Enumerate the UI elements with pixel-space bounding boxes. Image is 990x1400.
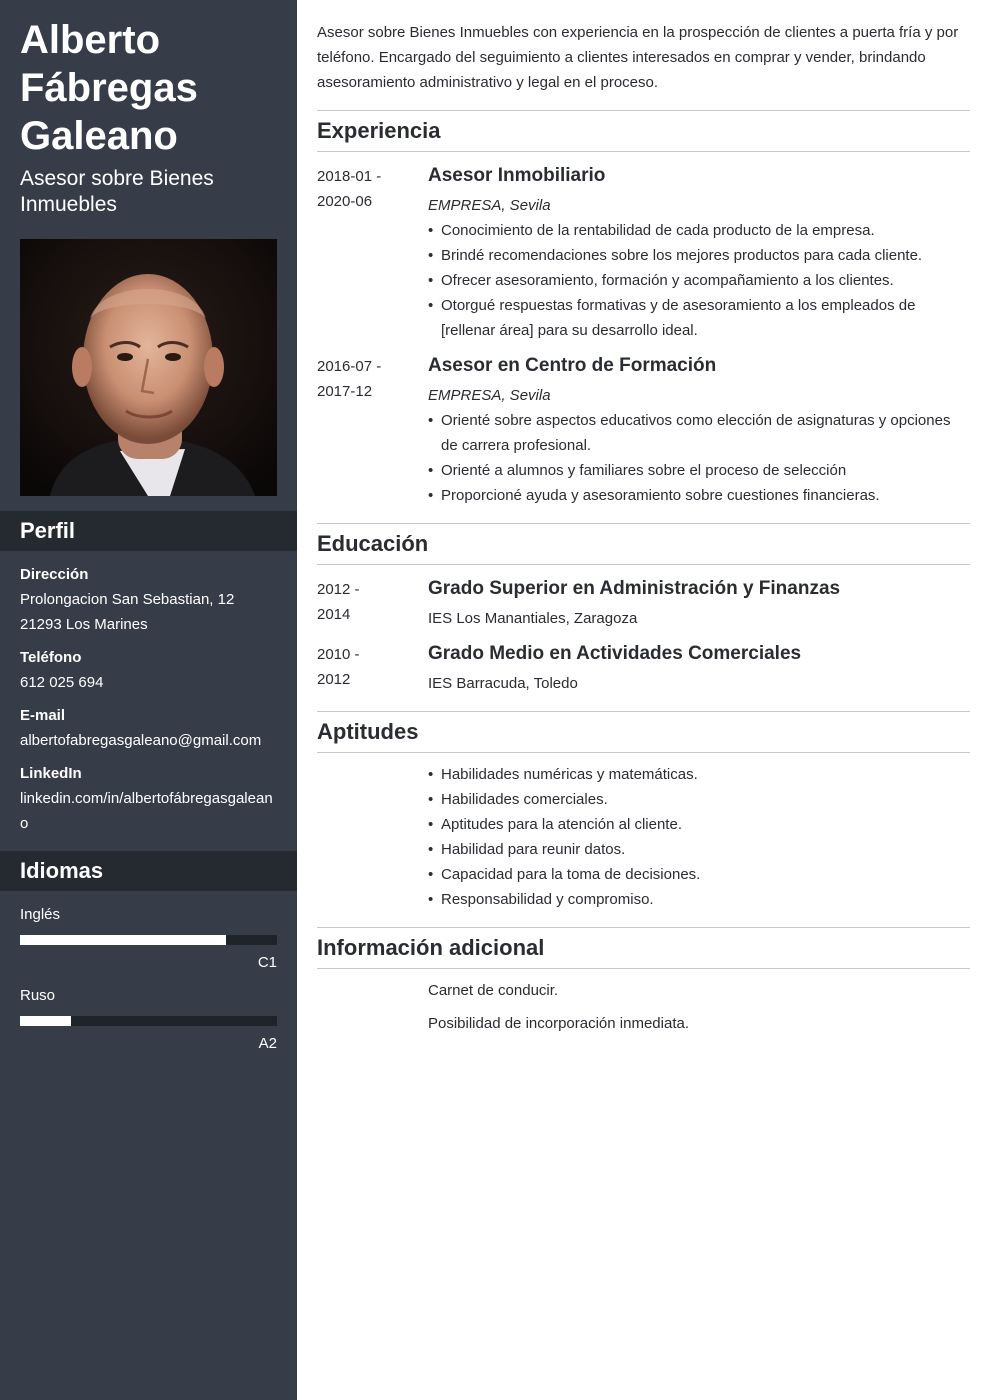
entry-date (317, 577, 417, 627)
profile-photo (20, 239, 277, 496)
language-level-fill (20, 935, 226, 945)
summary-line: teléfono. Encargado del seguimiento a clientes interesados en comprar y vender, brindando (317, 49, 926, 66)
list-item: • Aptitudes para la atención al cliente. (428, 812, 970, 837)
list-item: • Ofrecer asesoramiento, formación y acompañamiento a los clientes. (428, 268, 970, 293)
degree-title: Grado Superior en Administración y Finanzas (428, 578, 841, 599)
job-title: Asesor Inmobiliario (428, 165, 606, 186)
date-start: 2018-01 - (317, 168, 382, 185)
degree-title: Grado Medio en Actividades Comerciales (428, 643, 802, 664)
list-item: • Habilidades comerciales. (428, 787, 970, 812)
role-line: Asesor sobre Bienes (20, 167, 214, 190)
profile-heading: Perfil (0, 511, 297, 551)
company-name: EMPRESA, Sevila (428, 387, 551, 404)
address-line: 21293 Los Marines (20, 616, 148, 633)
list-item: • Orienté sobre aspectos educativos como elección de asignaturas y opciones de carrera profesional. (428, 408, 970, 458)
date-end: 2014 (317, 606, 351, 623)
summary-line: asesoramiento administrativo y legal en el proceso. (317, 74, 659, 91)
experience-heading: Experiencia (317, 110, 970, 152)
company-name: EMPRESA, Sevila (428, 197, 551, 214)
sidebar (0, 0, 297, 1400)
list-item: • Habilidades numéricas y matemáticas. (428, 762, 970, 787)
linkedin-line: o (20, 815, 29, 832)
candidate-name (20, 16, 285, 160)
entry-date (317, 642, 417, 692)
language-name: Inglés (20, 906, 61, 923)
name-line: Alberto (20, 18, 160, 62)
language-level-fill (20, 1016, 71, 1026)
summary-text (317, 20, 970, 95)
school-name: IES Los Manantiales, Zaragoza (428, 610, 638, 627)
candidate-role (20, 166, 285, 218)
skills-heading: Aptitudes (317, 711, 970, 753)
list-item: • Brindé recomendaciones sobre los mejores productos para cada cliente. (428, 243, 970, 268)
language-level-bar (20, 1016, 277, 1026)
language-name: Ruso (20, 987, 56, 1004)
list-item: • Otorgué respuestas formativas y de asesoramiento a los empleados de [rellenar área] para su desarrollo ideal. (428, 293, 970, 343)
list-item: • Capacidad para la toma de decisiones. (428, 862, 970, 887)
skills-list (428, 762, 970, 912)
address-label: Dirección (20, 566, 89, 583)
school-name: IES Barracuda, Toledo (428, 675, 578, 692)
list-item: • Conocimiento de la rentabilidad de cada producto de la empresa. (428, 218, 970, 243)
phone-label: Teléfono (20, 649, 82, 666)
date-start: 2012 - (317, 581, 360, 598)
name-line: Galeano (20, 114, 178, 158)
linkedin-link[interactable] (20, 786, 285, 836)
entry-date (317, 164, 417, 214)
list-item: • Habilidad para reunir datos. (428, 837, 970, 862)
summary-line: Asesor sobre Bienes Inmuebles con experiencia en la prospección de clientes a puerta fría y por (317, 24, 959, 41)
address-value (20, 587, 285, 637)
portrait-illustration (20, 239, 277, 496)
entry-date (317, 354, 417, 404)
email-link[interactable]: albertofabregasgaleano@gmail.com (20, 732, 262, 749)
name-line: Fábregas (20, 66, 198, 110)
job-responsibilities (428, 218, 970, 343)
address-line: Prolongacion San Sebastian, 12 (20, 591, 235, 608)
linkedin-label: LinkedIn (20, 765, 82, 782)
additional-info-heading: Información adicional (317, 927, 970, 969)
date-end: 2020-06 (317, 193, 373, 210)
additional-info-item: Posibilidad de incorporación inmediata. (428, 1015, 689, 1032)
date-end: 2017-12 (317, 383, 373, 400)
date-start: 2016-07 - (317, 358, 382, 375)
language-level-bar (20, 935, 277, 945)
list-item: • Orienté a alumnos y familiares sobre el proceso de selección (428, 458, 970, 483)
email-label: E-mail (20, 707, 66, 724)
linkedin-line: linkedin.com/in/albertofábregasgalean (20, 790, 273, 807)
phone-value[interactable]: 612 025 694 (20, 674, 104, 691)
list-item: • Proporcioné ayuda y asesoramiento sobre cuestiones financieras. (428, 483, 970, 508)
date-end: 2012 (317, 671, 351, 688)
list-item: • Responsabilidad y compromiso. (428, 887, 970, 912)
additional-info-item: Carnet de conducir. (428, 982, 559, 999)
job-responsibilities (428, 408, 970, 508)
language-level: C1 (257, 954, 277, 971)
language-level: A2 (258, 1035, 277, 1052)
education-heading: Educación (317, 523, 970, 565)
languages-heading: Idiomas (0, 851, 297, 891)
role-line: Inmuebles (20, 193, 117, 216)
date-start: 2010 - (317, 646, 360, 663)
job-title: Asesor en Centro de Formación (428, 355, 717, 376)
